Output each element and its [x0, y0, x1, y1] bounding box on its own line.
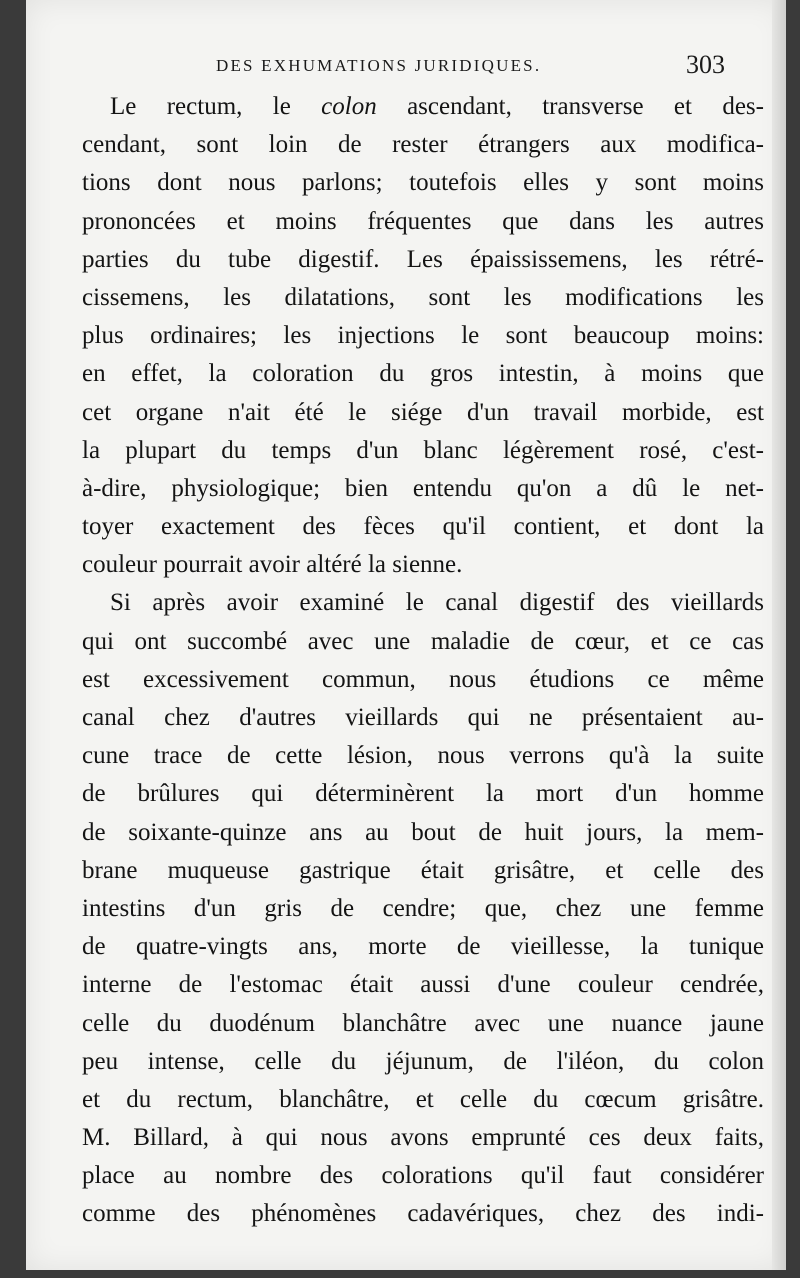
- text-line: parties du tube digestif. Les épaississemens, les rétré-: [82, 245, 764, 273]
- text-line: comme des phénomènes cadavériques, chez des indi-: [82, 1200, 764, 1228]
- text-line: tions dont nous parlons; toutefois elles y sont moins: [82, 169, 764, 197]
- page-number: 303: [686, 50, 725, 79]
- text-line: prononcées et moins fréquentes que dans les autres: [82, 207, 764, 235]
- text-line: peu intense, celle du jéjunum, de l'iléon, du colon: [82, 1047, 764, 1075]
- text-line: cissemens, les dilatations, sont les modifications les: [82, 283, 764, 311]
- page-edge: [772, 0, 786, 1270]
- text-line: de soixante-quinze ans au bout de huit jours, la mem-: [82, 818, 764, 846]
- text-line: cendant, sont loin de rester étrangers aux modifica-: [82, 131, 764, 159]
- running-title: DES EXHUMATIONS JURIDIQUES.: [216, 56, 542, 75]
- text-line: Le rectum, le colon ascendant, transverse et des-: [110, 93, 764, 120]
- text-line: qui ont succombé avec une maladie de cœur, et ce cas: [82, 627, 764, 655]
- text-line: en effet, la coloration du gros intestin, à moins que: [82, 360, 764, 388]
- text-line: cet organe n'ait été le siége d'un travail morbide, est: [82, 398, 764, 426]
- italic-word: colon: [321, 93, 377, 120]
- text-line: et du rectum, blanchâtre, et celle du cœcum grisâtre.: [82, 1085, 764, 1113]
- text-line: est excessivement commun, nous étudions ce même: [82, 665, 764, 693]
- text-line: couleur pourrait avoir altéré la sienne.: [82, 551, 463, 579]
- body-text: [82, 88, 764, 1234]
- running-head: [26, 50, 766, 80]
- text-line: Si après avoir examiné le canal digestif des vieillards: [110, 589, 764, 617]
- text-line: interne de l'estomac était aussi d'une couleur cendrée,: [82, 971, 764, 999]
- text-line: intestins d'un gris de cendre; que, chez une femme: [82, 894, 764, 922]
- text-line: celle du duodénum blanchâtre avec une nuance jaune: [82, 1009, 764, 1037]
- book-page: [26, 0, 786, 1270]
- text-line: brane muqueuse gastrique était grisâtre, et celle des: [82, 856, 764, 884]
- text-line: plus ordinaires; les injections le sont beaucoup moins:: [82, 322, 764, 350]
- text-line: place au nombre des colorations qu'il faut considérer: [82, 1162, 764, 1190]
- text-line: canal chez d'autres vieillards qui ne présentaient au-: [82, 704, 764, 731]
- text-line: M. Billard, à qui nous avons emprunté ces deux faits,: [82, 1124, 764, 1152]
- text-line: de quatre-vingts ans, morte de vieillesse, la tunique: [82, 933, 764, 961]
- text-line: cune trace de cette lésion, nous verrons qu'à la suite: [82, 742, 764, 770]
- text-line: de brûlures qui déterminèrent la mort d'un homme: [82, 780, 764, 808]
- text-line: à-dire, physiologique; bien entendu qu'on a dû le net-: [82, 474, 764, 502]
- text-line: la plupart du temps d'un blanc légèrement rosé, c'est-: [82, 436, 764, 464]
- text-line: toyer exactement des fèces qu'il contient, et dont la: [82, 513, 764, 541]
